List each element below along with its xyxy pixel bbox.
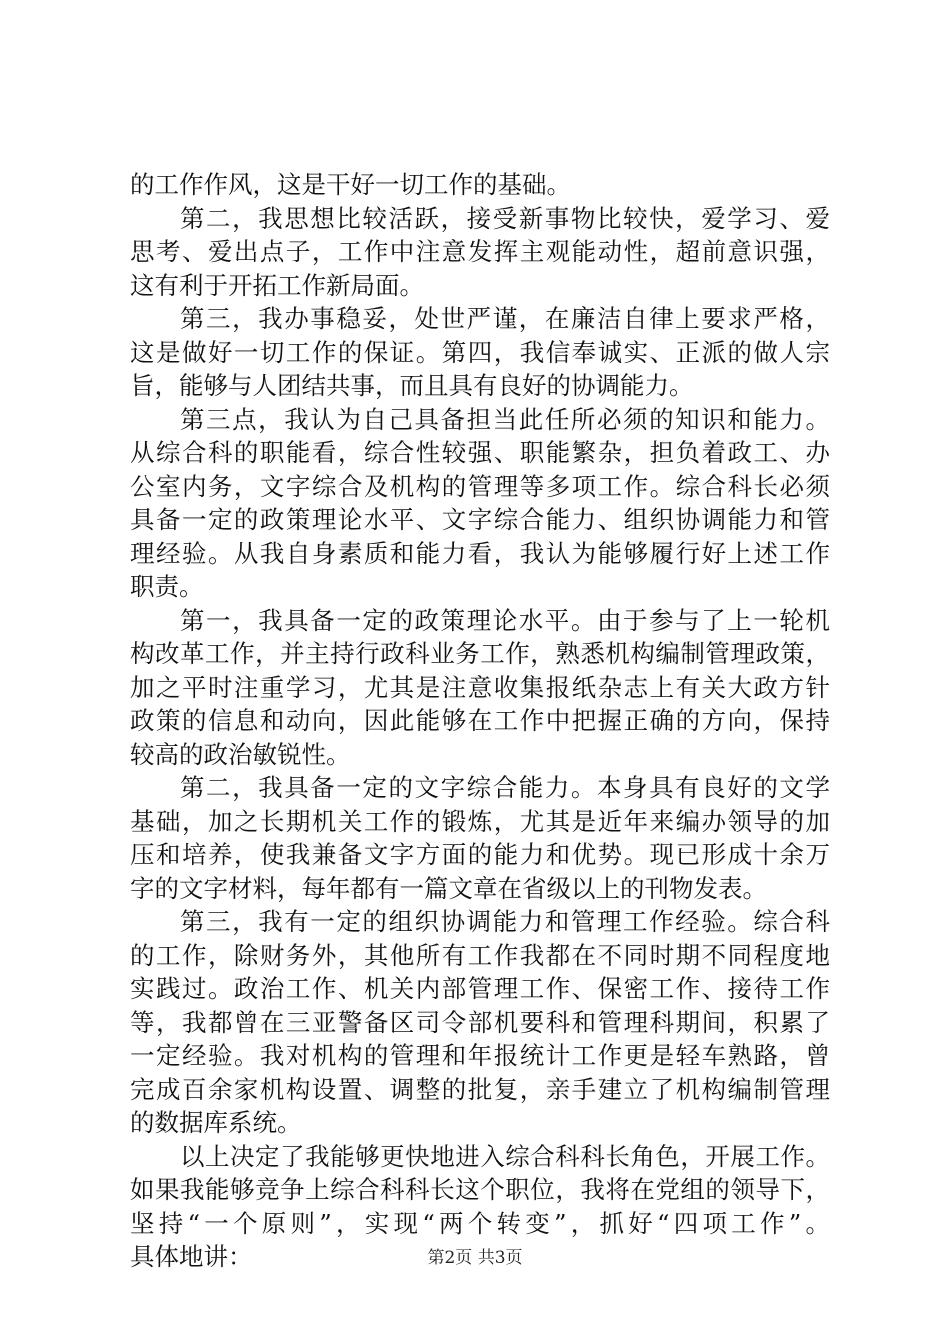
paragraph-start-line: 第二，我具备一定的文字综合能力。本身具有良好的文学 bbox=[180, 773, 830, 802]
text-line: 政策的信息和动向，因此能够在工作中把握正确的方向，保持 bbox=[130, 706, 830, 735]
text-line: 如果我能够竞争上综合科科长这个职位，我将在党组的领导下， bbox=[130, 1175, 830, 1204]
text-line: 构改革工作，并主持行政科业务工作，熟悉机构编制管理政策， bbox=[130, 639, 830, 668]
text-line: 较高的政治敏锐性。 bbox=[130, 739, 351, 769]
paragraph-start-line: 第一，我具备一定的政策理论水平。由于参与了上一轮机 bbox=[180, 605, 830, 635]
text-line: 的工作作风，这是干好一切工作的基础。 bbox=[130, 170, 571, 199]
text-line: 坚持“一个原则”，实现“两个转变”，抓好“四项工作”。 bbox=[130, 1208, 830, 1238]
text-line: 实践过。政治工作、机关内部管理工作、保密工作、接待工作 bbox=[130, 974, 830, 1003]
text-line: 字的文字材料，每年都有一篇文章在省级以上的刊物发表。 bbox=[130, 873, 767, 903]
text-line: 旨，能够与人团结共事，而且具有良好的协调能力。 bbox=[130, 371, 694, 400]
text-line: 这有利于开拓工作新局面。 bbox=[130, 270, 424, 300]
paragraph-start-line: 第三，我办事稳妥，处世严谨，在廉洁自律上要求严格， bbox=[180, 304, 830, 333]
paragraph-start-line: 第二，我思想比较活跃，接受新事物比较快，爱学习、爱 bbox=[180, 203, 830, 233]
text-line: 等，我都曾在三亚警备区司令部机要科和管理科期间，积累了 bbox=[130, 1007, 830, 1037]
text-line: 理经验。从我自身素质和能力看，我认为能够履行好上述工作 bbox=[130, 538, 830, 568]
text-line: 思考、爱出点子，工作中注意发挥主观能动性，超前意识强， bbox=[130, 237, 830, 266]
text-line: 从综合科的职能看，综合性较强、职能繁杂，担负着政工、办 bbox=[130, 438, 830, 467]
paragraph-start-line: 以上决定了我能够更快地进入综合科科长角色，开展工作。 bbox=[180, 1141, 830, 1171]
text-line: 具体地讲： bbox=[130, 1242, 253, 1271]
text-line: 加之平时注重学习，尤其是注意收集报纸杂志上有关大政方针 bbox=[130, 672, 830, 702]
body-text bbox=[130, 168, 830, 1274]
text-line: 完成百余家机构设置、调整的批复，亲手建立了机构编制管理 bbox=[130, 1074, 830, 1104]
text-line: 这是做好一切工作的保证。第四，我信奉诚实、正派的做人宗 bbox=[130, 337, 830, 367]
text-line: 职责。 bbox=[130, 572, 204, 601]
text-line: 的工作，除财务外，其他所有工作我都在不同时期不同程度地 bbox=[130, 940, 830, 970]
text-line: 公室内务，文字综合及机构的管理等多项工作。综合科长必须 bbox=[130, 471, 830, 501]
text-line: 压和培养，使我兼备文字方面的能力和优势。现已形成十余万 bbox=[130, 840, 830, 869]
paragraph-start-line: 第三，我有一定的组织协调能力和管理工作经验。综合科 bbox=[180, 907, 830, 936]
text-line: 一定经验。我对机构的管理和年报统计工作更是轻车熟路，曾 bbox=[130, 1041, 830, 1070]
text-line: 具备一定的政策理论水平、文字综合能力、组织协调能力和管 bbox=[130, 505, 830, 534]
page-footer bbox=[0, 1243, 950, 1268]
page-indicator: 第2页 共3页 bbox=[427, 1248, 523, 1268]
text-line: 的数据库系统。 bbox=[130, 1108, 302, 1137]
paragraph-start-line: 第三点，我认为自己具备担当此任所必须的知识和能力。 bbox=[180, 404, 830, 434]
text-line: 基础，加之长期机关工作的锻炼，尤其是近年来编办领导的加 bbox=[130, 806, 830, 836]
